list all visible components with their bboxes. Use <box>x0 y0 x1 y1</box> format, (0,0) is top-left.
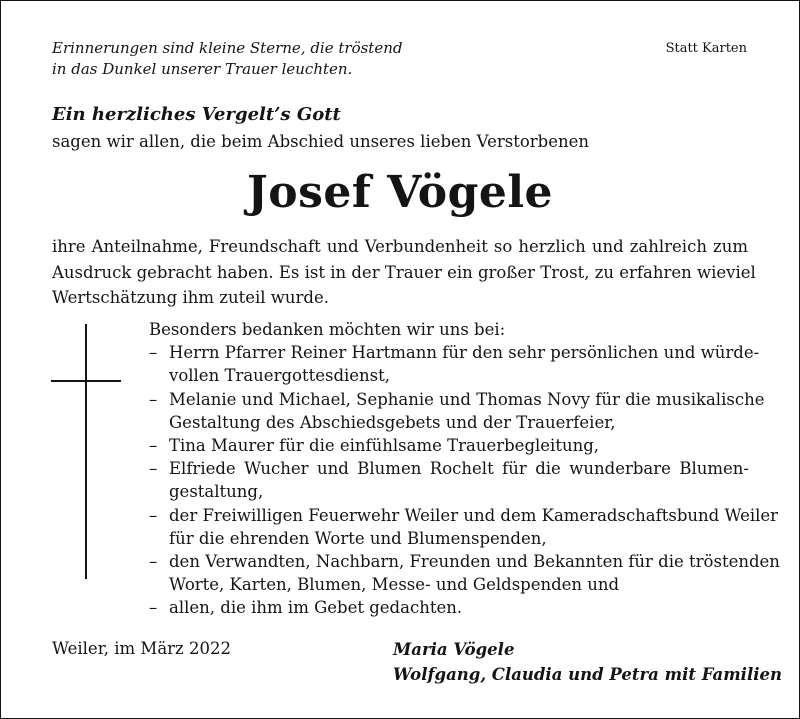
signer-name: Maria Vögele <box>393 640 515 659</box>
list-item <box>149 504 779 550</box>
list-item <box>149 388 765 434</box>
dash-bullet: – <box>149 505 158 525</box>
quote-line: in das Dunkel unserer Trauer leuchten. <box>52 60 353 78</box>
thanks-heading: Ein herzliches Vergelt’s Gott <box>52 104 341 125</box>
cross-icon-vertical <box>85 324 87 579</box>
list-item <box>149 596 749 619</box>
list-item-line: Elfriede Wucher und Blumen Rochelt für die wunderbare Blumen- <box>169 459 749 479</box>
body-line: Ausdruck gebracht haben. Es ist in der Trauer ein großer Trost, zu erfahren wieviel <box>52 262 756 282</box>
special-thanks <box>149 318 780 620</box>
deceased-name: Josef Vögele <box>246 167 554 218</box>
list-item <box>149 434 749 457</box>
thanks-list <box>149 341 780 619</box>
list-item-line: Herrn Pfarrer Reiner Hartmann für den sehr persönlichen und würde- <box>169 343 760 363</box>
body-line: ihre Anteilnahme, Freundschaft und Verbundenheit so herzlich und zahlreich zum <box>52 237 748 256</box>
list-item <box>149 341 760 387</box>
body-paragraph <box>52 234 756 311</box>
list-item-line: vollen Trauergottesdienst, <box>169 366 391 386</box>
signer-name: Wolfgang, Claudia und Petra mit Familien <box>393 665 782 684</box>
list-item-line: gestaltung, <box>169 482 264 502</box>
place-and-date: Weiler, im März 2022 <box>52 639 231 658</box>
signatories <box>393 637 782 687</box>
dash-bullet: – <box>149 389 158 409</box>
dash-bullet: – <box>149 459 158 479</box>
dash-bullet: – <box>149 343 158 363</box>
list-item-line: für die ehrenden Worte und Blumenspenden, <box>169 528 547 548</box>
statt-karten-label: Statt Karten <box>665 41 747 56</box>
list-item-line: allen, die ihm im Gebet gedachten. <box>169 598 463 618</box>
thanks-subline: sagen wir allen, die beim Abschied unseres lieben Verstorbenen <box>52 132 589 151</box>
cross-icon-horizontal <box>51 380 121 382</box>
list-item-line: den Verwandten, Nachbarn, Freunden und Bekannten für die tröstenden <box>169 552 780 572</box>
body-line: Wertschätzung ihm zuteil wurde. <box>52 288 329 307</box>
list-item-line: der Freiwilligen Feuerwehr Weiler und dem Kameradschaftsbund Weiler <box>169 505 779 525</box>
list-item-line: Melanie und Michael, Sephanie und Thomas Novy für die musikalische <box>169 389 765 409</box>
opening-quote <box>52 38 402 80</box>
list-item-line: Tina Maurer für die einfühlsame Trauerbegleitung, <box>169 436 600 456</box>
list-item-line: Worte, Karten, Blumen, Messe- und Geldspenden und <box>169 575 620 595</box>
dash-bullet: – <box>149 436 158 456</box>
quote-line: Erinnerungen sind kleine Sterne, die tröstend <box>52 39 403 57</box>
list-item <box>149 550 780 596</box>
special-thanks-intro: Besonders bedanken möchten wir uns bei: <box>149 320 506 339</box>
dash-bullet: – <box>149 552 158 572</box>
dash-bullet: – <box>149 598 158 618</box>
list-item-line: Gestaltung des Abschiedsgebets und der Trauerfeier, <box>169 412 616 432</box>
list-item <box>149 457 749 503</box>
